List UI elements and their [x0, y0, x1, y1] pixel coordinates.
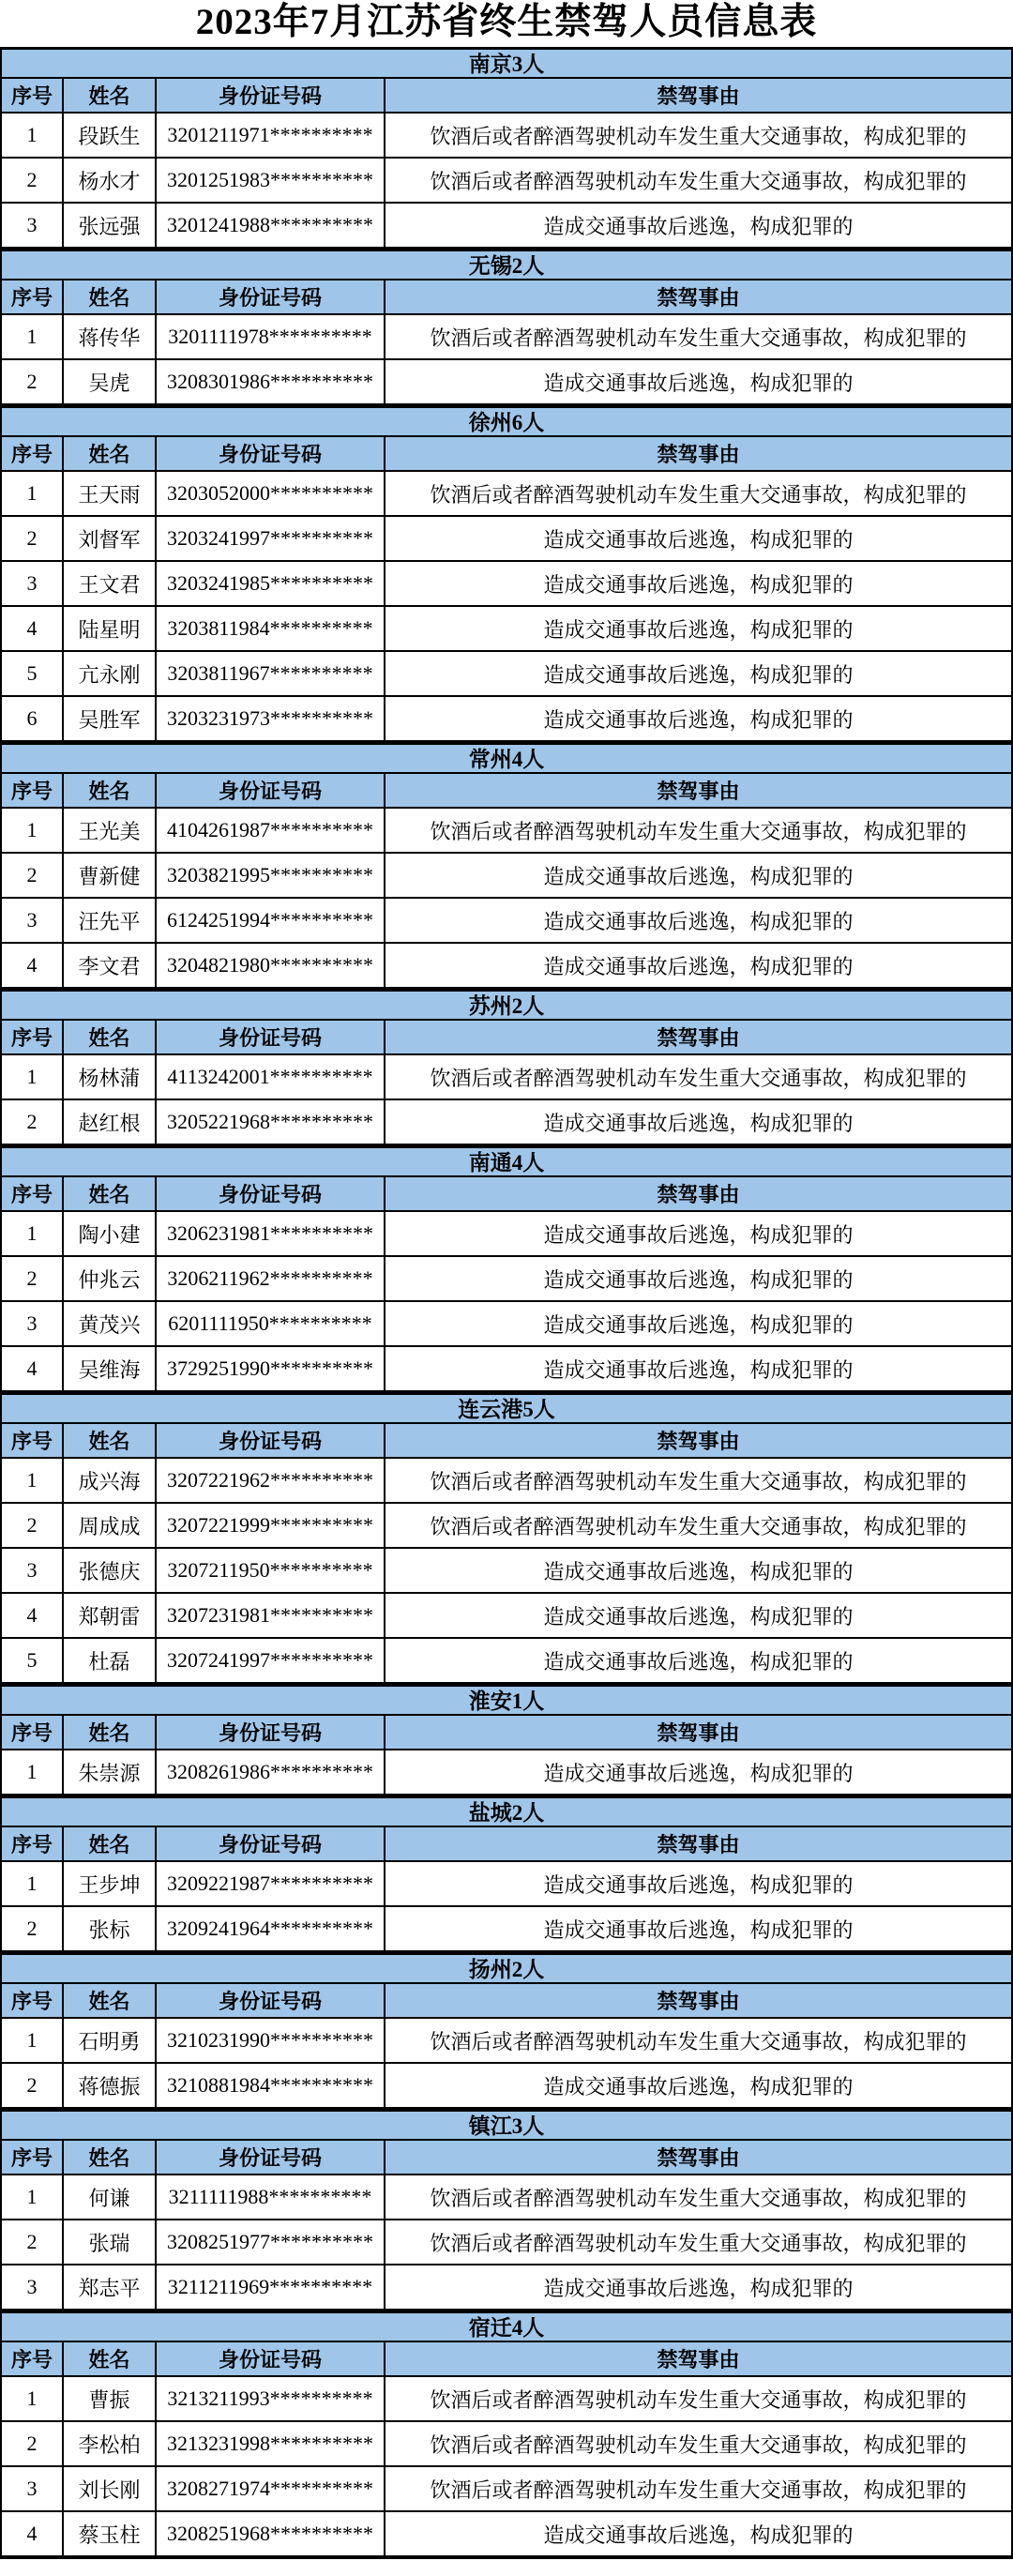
- person-name: 郑志平: [64, 2265, 157, 2311]
- id-number: 3203811967**********: [157, 652, 386, 697]
- person-name: 曹振: [64, 2377, 157, 2422]
- person-name: 杜磊: [64, 1639, 157, 1684]
- table-row: [2, 315, 1011, 360]
- id-number: 6124251994**********: [157, 899, 386, 944]
- column-header-no: 序号: [2, 1021, 64, 1055]
- row-number: 2: [2, 1257, 64, 1302]
- column-header-name: 姓名: [64, 1021, 157, 1055]
- ban-reason: 造成交通事故后逃逸，构成犯罪的: [386, 1907, 1011, 1952]
- row-number: 1: [2, 2175, 64, 2220]
- column-header-reason: 禁驾事由: [386, 280, 1011, 315]
- column-header-no: 序号: [2, 2342, 64, 2377]
- row-number: 1: [2, 809, 64, 854]
- person-name: 王光美: [64, 809, 157, 854]
- id-number: 3205221968**********: [157, 1100, 386, 1145]
- column-header-reason: 禁驾事由: [386, 1021, 1011, 1055]
- person-name: 李文君: [64, 944, 157, 989]
- row-number: 1: [2, 114, 64, 159]
- table-row: [2, 809, 1011, 854]
- city-section: [2, 1684, 1011, 1796]
- id-number: 3207221999**********: [157, 1504, 386, 1549]
- person-name: 刘督军: [64, 517, 157, 562]
- table-row: [2, 2220, 1011, 2265]
- id-number: 3213231998**********: [157, 2422, 386, 2467]
- row-number: 3: [2, 562, 64, 607]
- ban-reason: 饮酒后或者醉酒驾驶机动车发生重大交通事故，构成犯罪的: [386, 1504, 1011, 1549]
- person-name: 蒋传华: [64, 315, 157, 360]
- person-name: 陶小建: [64, 1212, 157, 1257]
- ban-reason: 造成交通事故后逃逸，构成犯罪的: [386, 607, 1011, 652]
- ban-reason: 饮酒后或者醉酒驾驶机动车发生重大交通事故，构成犯罪的: [386, 2019, 1011, 2064]
- table-row: [2, 652, 1011, 697]
- table-row: [2, 1257, 1011, 1302]
- city-section-header: 南通4人: [2, 1145, 1011, 1177]
- ban-reason: 饮酒后或者醉酒驾驶机动车发生重大交通事故，构成犯罪的: [386, 809, 1011, 854]
- city-section: [2, 249, 1011, 405]
- table-row: [2, 472, 1011, 517]
- table-row: [2, 1549, 1011, 1594]
- row-number: 1: [2, 1459, 64, 1504]
- table-row: [2, 2265, 1011, 2311]
- person-name: 李松柏: [64, 2422, 157, 2467]
- row-number: 4: [2, 944, 64, 989]
- ban-reason: 造成交通事故后逃逸，构成犯罪的: [386, 2512, 1011, 2557]
- person-name: 汪先平: [64, 899, 157, 944]
- column-header-name: 姓名: [64, 774, 157, 809]
- table-row: [2, 2377, 1011, 2422]
- column-header-reason: 禁驾事由: [386, 2141, 1011, 2175]
- column-header-row: [2, 79, 1011, 114]
- table-row: [2, 1907, 1011, 1952]
- ban-reason: 饮酒后或者醉酒驾驶机动车发生重大交通事故，构成犯罪的: [386, 2377, 1011, 2422]
- column-header-reason: 禁驾事由: [386, 2342, 1011, 2377]
- row-number: 2: [2, 1504, 64, 1549]
- table-row: [2, 2467, 1011, 2512]
- column-header-id: 身份证号码: [157, 1716, 386, 1750]
- ban-reason: 造成交通事故后逃逸，构成犯罪的: [386, 1100, 1011, 1145]
- ban-reason: 造成交通事故后逃逸，构成犯罪的: [386, 360, 1011, 405]
- row-number: 4: [2, 2512, 64, 2557]
- id-number: 3203052000**********: [157, 472, 386, 517]
- column-header-row: [2, 1716, 1011, 1750]
- person-name: 张远强: [64, 204, 157, 249]
- id-number: 3204821980**********: [157, 944, 386, 989]
- table-row: [2, 1212, 1011, 1257]
- ban-reason: 造成交通事故后逃逸，构成犯罪的: [386, 2064, 1011, 2109]
- table-row: [2, 899, 1011, 944]
- table-row: [2, 1302, 1011, 1347]
- column-header-no: 序号: [2, 1716, 64, 1750]
- column-header-row: [2, 1984, 1011, 2019]
- id-number: 3206231981**********: [157, 1212, 386, 1257]
- column-header-reason: 禁驾事由: [386, 774, 1011, 809]
- city-section: [2, 405, 1011, 742]
- table-row: [2, 2422, 1011, 2467]
- city-section: [2, 1392, 1011, 1684]
- id-number: 3203231973**********: [157, 697, 386, 742]
- id-number: 3208251977**********: [157, 2220, 386, 2265]
- city-section-header: 连云港5人: [2, 1392, 1011, 1424]
- row-number: 1: [2, 472, 64, 517]
- row-number: 3: [2, 1302, 64, 1347]
- person-name: 张标: [64, 1907, 157, 1952]
- city-section-header: 淮安1人: [2, 1684, 1011, 1716]
- ban-reason: 造成交通事故后逃逸，构成犯罪的: [386, 517, 1011, 562]
- ban-reason: 造成交通事故后逃逸，构成犯罪的: [386, 1750, 1011, 1796]
- column-header-no: 序号: [2, 774, 64, 809]
- column-header-id: 身份证号码: [157, 79, 386, 114]
- ban-reason: 造成交通事故后逃逸，构成犯罪的: [386, 1212, 1011, 1257]
- column-header-no: 序号: [2, 1984, 64, 2019]
- column-header-no: 序号: [2, 1177, 64, 1212]
- id-number: 3207231981**********: [157, 1594, 386, 1639]
- ban-reason: 造成交通事故后逃逸，构成犯罪的: [386, 899, 1011, 944]
- person-name: 曹新健: [64, 854, 157, 899]
- table-row: [2, 204, 1011, 249]
- column-header-row: [2, 437, 1011, 472]
- row-number: 1: [2, 315, 64, 360]
- column-header-no: 序号: [2, 1827, 64, 1862]
- column-header-no: 序号: [2, 280, 64, 315]
- column-header-name: 姓名: [64, 79, 157, 114]
- ban-reason: 造成交通事故后逃逸，构成犯罪的: [386, 1862, 1011, 1907]
- table-row: [2, 2064, 1011, 2109]
- id-number: 3729251990**********: [157, 1347, 386, 1392]
- column-header-name: 姓名: [64, 2141, 157, 2175]
- row-number: 1: [2, 1212, 64, 1257]
- ban-reason: 饮酒后或者醉酒驾驶机动车发生重大交通事故，构成犯罪的: [386, 2422, 1011, 2467]
- column-header-row: [2, 280, 1011, 315]
- ban-reason: 饮酒后或者醉酒驾驶机动车发生重大交通事故，构成犯罪的: [386, 2220, 1011, 2265]
- row-number: 3: [2, 2467, 64, 2512]
- table-row: [2, 114, 1011, 159]
- row-number: 2: [2, 159, 64, 204]
- table-row: [2, 1459, 1011, 1504]
- person-name: 石明勇: [64, 2019, 157, 2064]
- row-number: 6: [2, 697, 64, 742]
- id-number: 3203821995**********: [157, 854, 386, 899]
- row-number: 3: [2, 204, 64, 249]
- person-name: 仲兆云: [64, 1257, 157, 1302]
- person-name: 杨水才: [64, 159, 157, 204]
- table-row: [2, 1862, 1011, 1907]
- person-name: 张德庆: [64, 1549, 157, 1594]
- city-section-header: 宿迁4人: [2, 2311, 1011, 2342]
- table-row: [2, 1594, 1011, 1639]
- row-number: 2: [2, 1100, 64, 1145]
- column-header-reason: 禁驾事由: [386, 1716, 1011, 1750]
- id-number: 3203241997**********: [157, 517, 386, 562]
- table-row: [2, 1504, 1011, 1549]
- column-header-id: 身份证号码: [157, 437, 386, 472]
- person-name: 赵红根: [64, 1100, 157, 1145]
- row-number: 2: [2, 360, 64, 405]
- column-header-reason: 禁驾事由: [386, 79, 1011, 114]
- table-row: [2, 1100, 1011, 1145]
- row-number: 5: [2, 1639, 64, 1684]
- id-number: 3211111988**********: [157, 2175, 386, 2220]
- ban-reason: 饮酒后或者醉酒驾驶机动车发生重大交通事故，构成犯罪的: [386, 159, 1011, 204]
- row-number: 4: [2, 1594, 64, 1639]
- column-header-id: 身份证号码: [157, 1984, 386, 2019]
- person-name: 王文君: [64, 562, 157, 607]
- person-name: 周成成: [64, 1504, 157, 1549]
- table-row: [2, 562, 1011, 607]
- ban-reason: 造成交通事故后逃逸，构成犯罪的: [386, 1257, 1011, 1302]
- id-number: 3203811984**********: [157, 607, 386, 652]
- id-number: 3210231990**********: [157, 2019, 386, 2064]
- column-header-no: 序号: [2, 437, 64, 472]
- column-header-row: [2, 1021, 1011, 1055]
- id-number: 3207211950**********: [157, 1549, 386, 1594]
- person-name: 张瑞: [64, 2220, 157, 2265]
- ban-reason: 造成交通事故后逃逸，构成犯罪的: [386, 1639, 1011, 1684]
- ban-reason: 饮酒后或者醉酒驾驶机动车发生重大交通事故，构成犯罪的: [386, 1459, 1011, 1504]
- row-number: 3: [2, 899, 64, 944]
- column-header-name: 姓名: [64, 1424, 157, 1459]
- column-header-reason: 禁驾事由: [386, 1984, 1011, 2019]
- row-number: 1: [2, 1750, 64, 1796]
- ban-reason: 饮酒后或者醉酒驾驶机动车发生重大交通事故，构成犯罪的: [386, 472, 1011, 517]
- id-number: 3203241985**********: [157, 562, 386, 607]
- column-header-name: 姓名: [64, 1827, 157, 1862]
- ban-reason: 饮酒后或者醉酒驾驶机动车发生重大交通事故，构成犯罪的: [386, 315, 1011, 360]
- table-row: [2, 360, 1011, 405]
- row-number: 2: [2, 2064, 64, 2109]
- row-number: 3: [2, 2265, 64, 2311]
- person-name: 吴胜军: [64, 697, 157, 742]
- ban-reason: 造成交通事故后逃逸，构成犯罪的: [386, 2265, 1011, 2311]
- ban-reason: 造成交通事故后逃逸，构成犯罪的: [386, 562, 1011, 607]
- column-header-row: [2, 2342, 1011, 2377]
- id-number: 3207221962**********: [157, 1459, 386, 1504]
- id-number: 3210881984**********: [157, 2064, 386, 2109]
- city-section: [2, 1952, 1011, 2109]
- column-header-row: [2, 1177, 1011, 1212]
- id-number: 3206211962**********: [157, 1257, 386, 1302]
- ban-reason: 造成交通事故后逃逸，构成犯罪的: [386, 1347, 1011, 1392]
- column-header-name: 姓名: [64, 1984, 157, 2019]
- row-number: 5: [2, 652, 64, 697]
- column-header-no: 序号: [2, 79, 64, 114]
- row-number: 2: [2, 854, 64, 899]
- column-header-id: 身份证号码: [157, 2342, 386, 2377]
- id-number: 6201111950**********: [157, 1302, 386, 1347]
- person-name: 蔡玉柱: [64, 2512, 157, 2557]
- row-number: 4: [2, 607, 64, 652]
- ban-reason: 造成交通事故后逃逸，构成犯罪的: [386, 1594, 1011, 1639]
- row-number: 1: [2, 1862, 64, 1907]
- city-section: [2, 47, 1011, 249]
- id-number: 3207241997**********: [157, 1639, 386, 1684]
- ban-list-table: [0, 47, 1013, 2559]
- city-section-header: 南京3人: [2, 47, 1011, 79]
- row-number: 2: [2, 2422, 64, 2467]
- column-header-row: [2, 1827, 1011, 1862]
- column-header-id: 身份证号码: [157, 774, 386, 809]
- id-number: 3208271974**********: [157, 2467, 386, 2512]
- city-section-header: 扬州2人: [2, 1952, 1011, 1984]
- column-header-reason: 禁驾事由: [386, 1424, 1011, 1459]
- row-number: 2: [2, 2220, 64, 2265]
- person-name: 杨林蒲: [64, 1055, 157, 1100]
- row-number: 1: [2, 1055, 64, 1100]
- ban-reason: 饮酒后或者醉酒驾驶机动车发生重大交通事故，构成犯罪的: [386, 2175, 1011, 2220]
- table-row: [2, 1055, 1011, 1100]
- column-header-id: 身份证号码: [157, 1827, 386, 1862]
- table-row: [2, 1750, 1011, 1796]
- column-header-name: 姓名: [64, 437, 157, 472]
- table-row: [2, 944, 1011, 989]
- city-section-header: 常州4人: [2, 742, 1011, 774]
- person-name: 亢永刚: [64, 652, 157, 697]
- column-header-reason: 禁驾事由: [386, 437, 1011, 472]
- person-name: 王天雨: [64, 472, 157, 517]
- id-number: 4104261987**********: [157, 809, 386, 854]
- table-row: [2, 1639, 1011, 1684]
- person-name: 郑朝雷: [64, 1594, 157, 1639]
- table-row: [2, 2175, 1011, 2220]
- id-number: 3208301986**********: [157, 360, 386, 405]
- id-number: 3213211993**********: [157, 2377, 386, 2422]
- table-row: [2, 1347, 1011, 1392]
- row-number: 2: [2, 517, 64, 562]
- city-section-header: 徐州6人: [2, 405, 1011, 437]
- table-row: [2, 697, 1011, 742]
- column-header-name: 姓名: [64, 280, 157, 315]
- person-name: 吴维海: [64, 1347, 157, 1392]
- ban-reason: 造成交通事故后逃逸，构成犯罪的: [386, 854, 1011, 899]
- row-number: 1: [2, 2377, 64, 2422]
- id-number: 3201251983**********: [157, 159, 386, 204]
- ban-reason: 造成交通事故后逃逸，构成犯罪的: [386, 652, 1011, 697]
- column-header-name: 姓名: [64, 2342, 157, 2377]
- row-number: 4: [2, 1347, 64, 1392]
- id-number: 3209221987**********: [157, 1862, 386, 1907]
- table-row: [2, 854, 1011, 899]
- table-row: [2, 159, 1011, 204]
- person-name: 吴虎: [64, 360, 157, 405]
- table-row: [2, 607, 1011, 652]
- ban-reason: 造成交通事故后逃逸，构成犯罪的: [386, 1302, 1011, 1347]
- ban-reason: 饮酒后或者醉酒驾驶机动车发生重大交通事故，构成犯罪的: [386, 1055, 1011, 1100]
- id-number: 4113242001**********: [157, 1055, 386, 1100]
- person-name: 王步坤: [64, 1862, 157, 1907]
- column-header-no: 序号: [2, 2141, 64, 2175]
- id-number: 3209241964**********: [157, 1907, 386, 1952]
- city-section-header: 无锡2人: [2, 249, 1011, 280]
- column-header-id: 身份证号码: [157, 1177, 386, 1212]
- row-number: 3: [2, 1549, 64, 1594]
- page-title: 2023年7月江苏省终生禁驾人员信息表: [0, 0, 1013, 47]
- city-section: [2, 2311, 1011, 2557]
- id-number: 3201111978**********: [157, 315, 386, 360]
- id-number: 3211211969**********: [157, 2265, 386, 2311]
- ban-reason: 造成交通事故后逃逸，构成犯罪的: [386, 697, 1011, 742]
- ban-reason: 造成交通事故后逃逸，构成犯罪的: [386, 944, 1011, 989]
- column-header-id: 身份证号码: [157, 1424, 386, 1459]
- person-name: 朱崇源: [64, 1750, 157, 1796]
- column-header-row: [2, 2141, 1011, 2175]
- ban-reason: 饮酒后或者醉酒驾驶机动车发生重大交通事故，构成犯罪的: [386, 114, 1011, 159]
- person-name: 黄茂兴: [64, 1302, 157, 1347]
- column-header-id: 身份证号码: [157, 1021, 386, 1055]
- person-name: 段跃生: [64, 114, 157, 159]
- row-number: 1: [2, 2019, 64, 2064]
- person-name: 蒋德振: [64, 2064, 157, 2109]
- column-header-name: 姓名: [64, 1177, 157, 1212]
- person-name: 陆星明: [64, 607, 157, 652]
- ban-reason: 饮酒后或者醉酒驾驶机动车发生重大交通事故，构成犯罪的: [386, 2467, 1011, 2512]
- column-header-id: 身份证号码: [157, 280, 386, 315]
- city-section: [2, 742, 1011, 989]
- column-header-row: [2, 774, 1011, 809]
- column-header-reason: 禁驾事由: [386, 1827, 1011, 1862]
- person-name: 成兴海: [64, 1459, 157, 1504]
- column-header-row: [2, 1424, 1011, 1459]
- column-header-name: 姓名: [64, 1716, 157, 1750]
- id-number: 3201211971**********: [157, 114, 386, 159]
- city-section-header: 盐城2人: [2, 1796, 1011, 1827]
- ban-reason: 造成交通事故后逃逸，构成犯罪的: [386, 1549, 1011, 1594]
- person-name: 何谦: [64, 2175, 157, 2220]
- column-header-reason: 禁驾事由: [386, 1177, 1011, 1212]
- row-number: 2: [2, 1907, 64, 1952]
- table-row: [2, 2512, 1011, 2557]
- person-name: 刘长刚: [64, 2467, 157, 2512]
- city-section: [2, 2109, 1011, 2311]
- city-section: [2, 1145, 1011, 1392]
- column-header-id: 身份证号码: [157, 2141, 386, 2175]
- city-section-header: 镇江3人: [2, 2109, 1011, 2141]
- id-number: 3208251968**********: [157, 2512, 386, 2557]
- column-header-no: 序号: [2, 1424, 64, 1459]
- city-section-header: 苏州2人: [2, 989, 1011, 1021]
- id-number: 3208261986**********: [157, 1750, 386, 1796]
- ban-reason: 造成交通事故后逃逸，构成犯罪的: [386, 204, 1011, 249]
- id-number: 3201241988**********: [157, 204, 386, 249]
- table-row: [2, 517, 1011, 562]
- table-row: [2, 2019, 1011, 2064]
- city-section: [2, 1796, 1011, 1952]
- city-section: [2, 989, 1011, 1145]
